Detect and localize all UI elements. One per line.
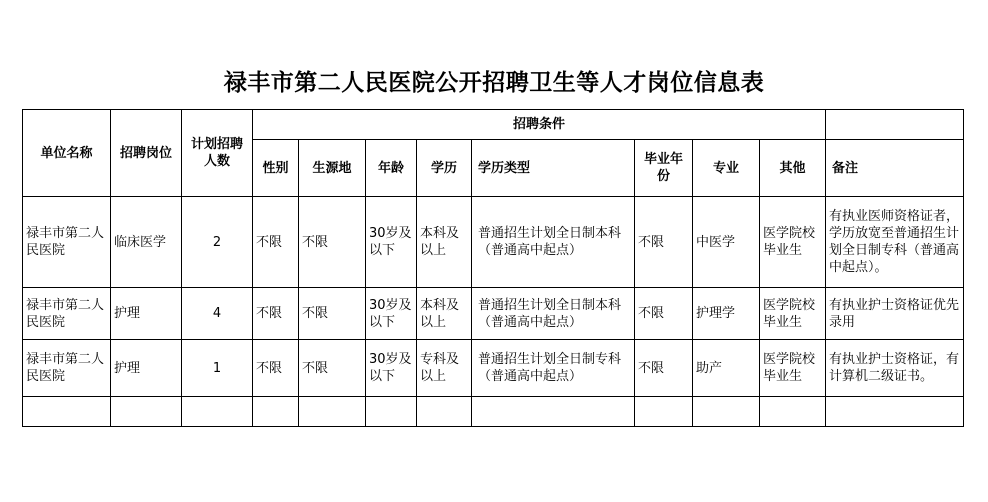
cell-count: 2 xyxy=(182,197,253,288)
table-row xyxy=(23,288,964,340)
cell-education: 本科及以上 xyxy=(417,197,472,288)
empty-cell xyxy=(111,397,182,427)
header-gender: 性别 xyxy=(253,140,299,197)
cell-gender: 不限 xyxy=(253,197,299,288)
page-title: 禄丰市第二人民医院公开招聘卫生等人才岗位信息表 xyxy=(223,69,765,96)
cell-gender: 不限 xyxy=(253,340,299,397)
empty-cell xyxy=(299,397,366,427)
header-conditions: 招聘条件 xyxy=(253,110,826,140)
header-major: 专业 xyxy=(693,140,760,197)
empty-cell xyxy=(826,397,964,427)
header-unit: 单位名称 xyxy=(23,110,111,197)
header-row-1 xyxy=(23,110,964,140)
cell-age: 30岁及以下 xyxy=(366,340,417,397)
cell-post: 临床医学 xyxy=(111,197,182,288)
cell-other: 医学院校毕业生 xyxy=(760,197,826,288)
table-row xyxy=(23,197,964,288)
cell-education: 本科及以上 xyxy=(417,288,472,340)
cell-major: 助产 xyxy=(693,340,760,397)
header-count: 计划招聘人数 xyxy=(182,110,253,197)
cell-grad-year: 不限 xyxy=(635,288,693,340)
cell-unit: 禄丰市第二人民医院 xyxy=(23,197,111,288)
cell-remarks: 有执业护士资格证优先录用 xyxy=(826,288,964,340)
cell-unit: 禄丰市第二人民医院 xyxy=(23,288,111,340)
header-post: 招聘岗位 xyxy=(111,110,182,197)
cell-remarks: 有执业护士资格证，有计算机二级证书。 xyxy=(826,340,964,397)
cell-origin: 不限 xyxy=(299,288,366,340)
cell-count: 4 xyxy=(182,288,253,340)
cell-count: 1 xyxy=(182,340,253,397)
header-origin: 生源地 xyxy=(299,140,366,197)
empty-cell xyxy=(635,397,693,427)
cell-grad-year: 不限 xyxy=(635,197,693,288)
table-row xyxy=(23,340,964,397)
cell-education-type: 普通招生计划全日制专科（普通高中起点） xyxy=(472,340,635,397)
empty-cell xyxy=(760,397,826,427)
empty-row xyxy=(23,397,964,427)
cell-origin: 不限 xyxy=(299,340,366,397)
empty-cell xyxy=(693,397,760,427)
cell-grad-year: 不限 xyxy=(635,340,693,397)
cell-post: 护理 xyxy=(111,288,182,340)
header-blank-cell xyxy=(826,110,964,140)
cell-major: 护理学 xyxy=(693,288,760,340)
cell-age: 30岁及以下 xyxy=(366,197,417,288)
cell-education-type: 普通招生计划全日制本科（普通高中起点） xyxy=(472,288,635,340)
header-education: 学历 xyxy=(417,140,472,197)
empty-cell xyxy=(23,397,111,427)
cell-post: 护理 xyxy=(111,340,182,397)
empty-cell xyxy=(472,397,635,427)
cell-education: 专科及以上 xyxy=(417,340,472,397)
cell-education-type: 普通招生计划全日制本科（普通高中起点） xyxy=(472,197,635,288)
cell-major: 中医学 xyxy=(693,197,760,288)
empty-cell xyxy=(366,397,417,427)
header-grad-year: 毕业年份 xyxy=(635,140,693,197)
cell-origin: 不限 xyxy=(299,197,366,288)
header-education-type: 学历类型 xyxy=(472,140,635,197)
header-age: 年龄 xyxy=(366,140,417,197)
cell-remarks: 有执业医师资格证者，学历放宽至普通招生计划全日制专科（普通高中起点）。 xyxy=(826,197,964,288)
empty-cell xyxy=(182,397,253,427)
cell-other: 医学院校毕业生 xyxy=(760,340,826,397)
empty-cell xyxy=(253,397,299,427)
cell-unit: 禄丰市第二人民医院 xyxy=(23,340,111,397)
cell-age: 30岁及以下 xyxy=(366,288,417,340)
header-other: 其他 xyxy=(760,140,826,197)
header-remarks: 备注 xyxy=(826,140,964,197)
cell-gender: 不限 xyxy=(253,288,299,340)
cell-other: 医学院校毕业生 xyxy=(760,288,826,340)
recruitment-table xyxy=(22,109,964,427)
empty-cell xyxy=(417,397,472,427)
